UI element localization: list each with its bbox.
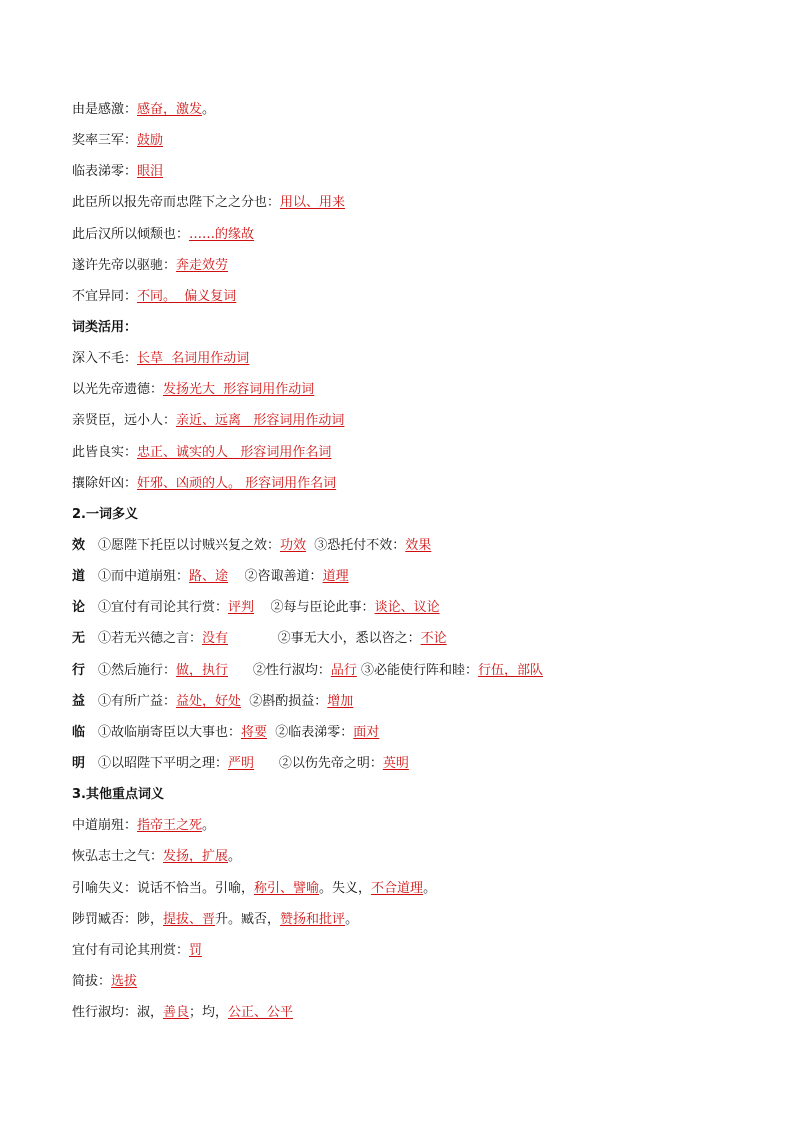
prompt-text: 此皆良实：	[72, 444, 138, 460]
answer-text: 英明	[382, 755, 409, 771]
prompt-text: 恢弘志士之气：	[72, 849, 164, 865]
answer-text: 罚	[189, 942, 203, 958]
answer-text: 做，执行	[176, 662, 229, 678]
entry-character: 效	[72, 537, 86, 553]
answer-text: 赞扬和批评	[280, 911, 346, 927]
prompt-text: 简拔：	[72, 973, 112, 989]
annotation-line	[72, 935, 732, 966]
polysemy-entry	[72, 686, 732, 717]
entry-character: 论	[72, 600, 86, 616]
answer-text: 道理	[322, 569, 349, 585]
prompt-text: ②性行淑均：	[228, 662, 331, 678]
answer-text: 没有	[202, 631, 229, 647]
prompt-text: 。	[423, 880, 437, 896]
prompt-text: ①愿陛下托臣以讨贼兴复之效：	[98, 537, 281, 553]
prompt-text: ②每与臣论此事：	[254, 600, 375, 616]
prompt-text: 不宜异同：	[72, 288, 138, 304]
polysemy-entry	[72, 748, 732, 779]
prompt-text: ③恐托付不效：	[306, 537, 406, 553]
polysemy-entry	[72, 561, 732, 592]
prompt-text: ①故临崩寄臣以大事也：	[98, 724, 242, 740]
answer-text: ……的缘故	[189, 226, 255, 242]
answer-text: 忠正、诚实的人 形容词用作名词	[137, 444, 332, 460]
prompt-text: ；均，	[189, 1005, 229, 1021]
answer-text: 不论	[420, 631, 447, 647]
section-heading-text: 3.其他重点词义	[72, 787, 164, 803]
answer-text: 长草 名词用作动词	[137, 351, 250, 367]
annotation-line	[72, 810, 732, 841]
section-heading	[72, 499, 732, 530]
polysemy-entry	[72, 655, 732, 686]
answer-text: 功效	[280, 537, 307, 553]
annotation-line	[72, 94, 732, 125]
prompt-text: 此后汉所以倾颓也：	[72, 226, 190, 242]
answer-text: 不同。 偏义复词	[137, 288, 237, 304]
answer-text: 评判	[228, 600, 255, 616]
prompt-text: ②以伤先帝之明：	[254, 755, 383, 771]
prompt-text: 由是感激：	[72, 102, 138, 117]
answer-text: 品行	[330, 662, 357, 678]
entry-character: 道	[72, 569, 86, 585]
answer-text: 公正、公平	[228, 1005, 294, 1021]
answer-text: 亲近、远离 形容词用作动词	[176, 413, 345, 429]
annotation-line	[72, 437, 732, 468]
polysemy-entry	[72, 592, 732, 623]
prompt-text: 性行淑均：淑，	[72, 1005, 164, 1021]
entry-character: 无	[72, 631, 86, 647]
prompt-text: 陟罚臧否：陟，	[72, 911, 164, 927]
annotation-line	[72, 219, 732, 250]
answer-text: 用以、用来	[280, 195, 346, 211]
answer-text: 面对	[353, 724, 380, 740]
entry-character: 行	[72, 662, 86, 678]
polysemy-entry	[72, 717, 732, 748]
annotation-line	[72, 904, 732, 935]
prompt-text: 引喻失义：说话不恰当。引喻，	[72, 880, 255, 896]
prompt-text: 临表涕零：	[72, 164, 138, 180]
entry-character: 明	[72, 755, 86, 771]
document-body	[72, 94, 732, 1028]
answer-text: 眼泪	[137, 164, 164, 180]
answer-text: 行伍，部队	[477, 662, 543, 678]
prompt-text: ②咨诹善道：	[228, 569, 323, 585]
annotation-line	[72, 405, 732, 436]
annotation-line	[72, 468, 732, 499]
prompt-text: 。	[202, 818, 216, 834]
answer-text: 提拔、晋	[163, 911, 216, 927]
annotation-line	[72, 187, 732, 218]
prompt-text: ①以昭陛下平明之理：	[98, 755, 229, 771]
answer-text: 谈论、议论	[374, 600, 440, 616]
annotation-line	[72, 156, 732, 187]
answer-text: 益处，好处	[176, 693, 242, 709]
prompt-text: 此臣所以报先帝而忠陛下之之分也：	[72, 195, 281, 211]
section-heading	[72, 312, 732, 343]
prompt-text: 。	[202, 102, 216, 117]
annotation-line	[72, 250, 732, 281]
prompt-text: 亲贤臣，远小人：	[72, 413, 177, 429]
annotation-line	[72, 966, 732, 997]
prompt-text: 遂许先帝以驱驰：	[72, 257, 177, 273]
annotation-line	[72, 281, 732, 312]
answer-text: 奸邪、凶顽的人。 形容词用作名词	[137, 475, 337, 491]
answer-text: 效果	[405, 537, 432, 553]
prompt-text: ①宜付有司论其行赏：	[98, 600, 229, 616]
polysemy-entry	[72, 623, 732, 654]
prompt-text: ③必能使行阵和睦：	[356, 662, 478, 678]
answer-text: 感奋，激发	[137, 102, 203, 117]
answer-text: 将要	[241, 724, 268, 740]
answer-text: 奔走效劳	[176, 257, 229, 273]
annotation-line	[72, 997, 732, 1028]
prompt-text: ②事无大小，悉以咨之：	[228, 631, 421, 647]
prompt-text: ②斟酌损益：	[241, 693, 328, 709]
section-heading-text: 词类活用：	[72, 319, 138, 335]
answer-text: 选拔	[111, 973, 138, 989]
prompt-text: 。	[345, 911, 359, 927]
section-heading	[72, 779, 732, 810]
entry-character: 益	[72, 693, 86, 709]
prompt-text: ②临表涕零：	[267, 724, 354, 740]
prompt-text: 深入不毛：	[72, 351, 138, 367]
prompt-text: 。	[228, 849, 242, 865]
answer-text: 路、途	[189, 569, 229, 585]
prompt-text: 以光先帝遗德：	[72, 382, 164, 398]
prompt-text: 升。臧否，	[215, 911, 281, 927]
answer-text: 指帝王之死	[137, 818, 203, 834]
prompt-text: 宜付有司论其刑赏：	[72, 942, 190, 958]
answer-text: 发扬光大 形容词用作动词	[163, 382, 315, 398]
answer-text: 严明	[228, 755, 255, 771]
prompt-text: 奖率三军：	[72, 133, 138, 149]
answer-text: 鼓励	[137, 133, 164, 149]
answer-text: 发扬，扩展	[163, 849, 229, 865]
prompt-text: 。失义，	[319, 880, 372, 896]
answer-text: 不合道理	[371, 880, 424, 896]
annotation-line	[72, 374, 732, 405]
section-heading-text: 2.一词多义	[72, 506, 138, 522]
entry-character: 临	[72, 724, 86, 740]
answer-text: 称引、譬喻	[254, 880, 320, 896]
answer-text: 善良	[163, 1005, 190, 1021]
annotation-line	[72, 343, 732, 374]
polysemy-entry	[72, 530, 732, 561]
prompt-text: 中道崩殂：	[72, 818, 138, 834]
prompt-text: ①有所广益：	[98, 693, 177, 709]
prompt-text: ①而中道崩殂：	[98, 569, 190, 585]
answer-text: 增加	[327, 693, 354, 709]
annotation-line	[72, 125, 732, 156]
annotation-line	[72, 841, 732, 872]
prompt-text: ①若无兴德之言：	[98, 631, 203, 647]
prompt-text: 攘除奸凶：	[72, 475, 138, 491]
prompt-text: ①然后施行：	[98, 662, 177, 678]
annotation-line	[72, 873, 732, 904]
